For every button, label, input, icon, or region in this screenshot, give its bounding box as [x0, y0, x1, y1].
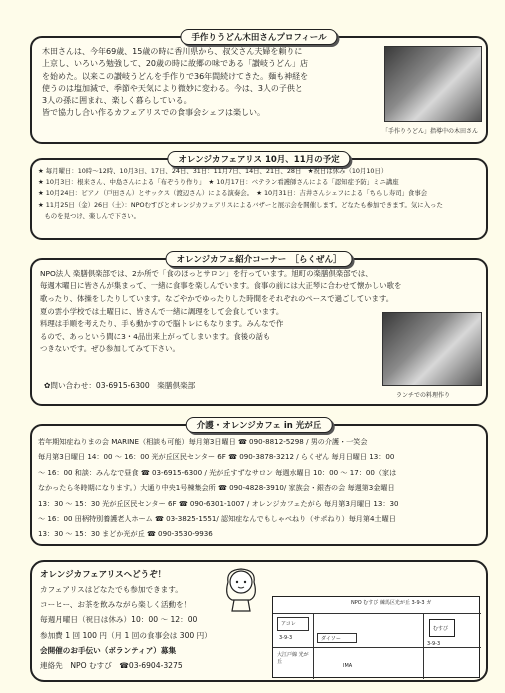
profile-title: 手作りうどん木田さんプロフィール — [180, 29, 337, 45]
intro-line: るので、あっという間に3・4品出来上がってしまいます。食後の話も — [40, 331, 271, 341]
map-label-addr2: 3-9-3 — [427, 641, 441, 647]
kaigo-section — [30, 421, 488, 546]
kaigo-line: 13：30 ～ 15：30 光が丘区民センター 6F ☎ 090-6301-1007 / オレンジカフェたがら 毎月第3月曜日 13：30 — [38, 498, 399, 508]
schedule-line: ★ 10月24日：ピアノ（戸田さん）とサックス（渡辺さん）による演奏会。 ★ 10月31日：吉井さんシェフによる「ちらし寿司」食事会 — [38, 189, 428, 198]
location-map — [272, 596, 480, 678]
map-label-daiso: ダイソー — [321, 636, 341, 642]
kaigo-line: 13：30 ～ 15：30 まどか光が丘 ☎ 090-3530-9936 — [38, 529, 213, 539]
profile-line: 3人の孫に囲まれ、楽しく暮らしている。 — [42, 96, 192, 106]
kaigo-line: 若年期知症ねりまの会 MARINE（相談も可能）毎月第3日曜日 ☎ 090-8812-5298 / 男の介護・一笑会 — [38, 437, 368, 446]
invite-line: 毎週月曜日（祝日は休み）10：00 ～ 12：00 — [40, 615, 198, 625]
schedule-section — [30, 155, 488, 240]
intro-text-wide — [40, 268, 484, 305]
kaigo-line: 毎月第3日曜日 14：00 ～ 16：00 光が丘区民センター 6F ☎ 090-3878-3212 / らくぜん 毎月日曜日 13：00 — [38, 452, 395, 462]
intro-line: 毎週木曜日に皆さんが集まって、一緒に食事を楽しんでいます。食事の前には大正琴に合わせて懐かしい歌を — [40, 281, 402, 291]
schedule-line: ★ 11月25日（金）26日（土）：NPOむすびとオレンジカフェアリスによるバザーと展示会を開催します。どなたも参加できます。気に入った — [38, 200, 443, 209]
profile-line: 皆で協力し合い作るカフェアリスでの食事会シェフは楽しい。 — [42, 108, 265, 118]
profile-line: 使うのは塩加減で、季節や天気により微妙に変わる。今は、3人の子供と — [42, 83, 303, 93]
profile-line: 上京し、いろいろ勉強して、20歳の時に故郷の味である「讃岐うどん」店 — [42, 59, 309, 69]
schedule-text — [38, 166, 484, 222]
schedule-line: ★ 毎月曜日：10時～12時、10月3日、17日、24日、31日：11月7日、14日、21日、28日 ★祝日は休み（10月10日） — [38, 167, 388, 175]
profile-line: を始めた。以来この讃岐うどんを手作りで36年間続けてきた。麺も神経を — [42, 71, 309, 81]
cooking-photo — [382, 312, 482, 386]
map-label-acore: アコレ — [281, 621, 296, 627]
profile-text — [42, 46, 382, 120]
kaigo-line: なかったら冬時期になります。）大通り中央1号棟集会所 ☎ 090-4828-3910/ 家族会・銀杏の会 毎週第3金曜日 — [38, 483, 395, 493]
kaigo-line: ～ 16：00 田柄特別養護老人ホーム ☎ 03-3825-1551/ 認知症なんでもしゃべねり（サポねり）毎月第4土曜日 — [38, 514, 396, 524]
invite-line: カフェアリスはどなたでも参加できます。 — [40, 585, 183, 594]
intro-line: つきないです。ぜひ参加してみて下さい。 — [40, 343, 180, 353]
intro-line: NPO法人 楽膳倶楽部では、2か所で「食のほっとサロン」を行っています。旭町の楽膳倶楽部では、 — [40, 269, 373, 278]
intro-text-narrow — [40, 306, 380, 355]
profile-line: 木田さんは、今年69歳、15歳の時に香川県から、叔父さん夫婦を頼りに — [42, 47, 303, 56]
invite-title: オレンジカフェアリスへどうぞ！ — [40, 570, 167, 580]
profile-section — [30, 33, 488, 144]
invite-line: 参加費 1 回 100 円（月 1 回の食事会は 300 円） — [40, 630, 212, 640]
map-label-station: 大江戸線 光が丘 — [277, 652, 309, 665]
schedule-line: ものを見つけ、楽しんで下さい。 — [38, 211, 140, 220]
invite-line: 会開催のお手伝い（ボランティア）募集 — [40, 645, 177, 655]
invite-section — [30, 560, 488, 682]
udon-chef-photo — [384, 46, 482, 122]
intro-photo-caption: ランチでの料理作り — [396, 392, 451, 399]
invite-line: 連絡先 NPO むすび ☎03-6904-3275 — [40, 661, 183, 671]
kaigo-title: 介護・オレンジカフェ in 光が丘 — [186, 417, 333, 433]
intro-line: 夏の雲小学校では土曜日に、皆さんで一緒に調理をして会食しています。 — [40, 307, 284, 316]
intro-title: オレンジカフェ紹介コーナー ［らくぜん］ — [166, 251, 353, 267]
map-header-label: NPO むすび 練馬区光が丘 3-9-3 ガ — [351, 600, 432, 606]
schedule-line: ★ 10月3日：根来さん、中島さんによる「布ぞうり作り」 ★ 10月17日：ベテラン看護師さんによる「認知症予防」ミニ講座 — [38, 178, 399, 187]
profile-photo-caption: 「手作りうどん」指導中の木田さん — [382, 128, 479, 135]
intro-contact: ✿問い合わせ：03-6915-6300 楽膳倶楽部 — [44, 381, 196, 390]
intro-section — [30, 255, 488, 406]
schedule-title: オレンジカフェアリス 10月、11月の予定 — [167, 151, 350, 167]
map-label-addr1: 3-9-3 — [279, 635, 293, 641]
alice-illustration — [220, 566, 262, 612]
map-label-musubi: むすび — [433, 626, 449, 632]
kaigo-line: ～ 16：00 和談：みんなで昼食 ☎ 03-6915-6300 / 光が丘すずなサロン 毎週水曜日 10：00 ～ 17：00（家は — [38, 467, 397, 477]
intro-line: 歌ったり、体操をしたりしています。なごやかでゆったりした時間をそれぞれのペースで過ごしています。 — [40, 293, 394, 303]
kaigo-text — [38, 434, 484, 542]
intro-line: 料理は手順を考えたり、手も動かすので脳トレにもなります。みんなで作 — [40, 319, 284, 329]
invite-line: コーヒー、お茶を飲みながら楽しく活動を！ — [40, 600, 192, 610]
map-label-ima: IMA — [343, 663, 353, 669]
